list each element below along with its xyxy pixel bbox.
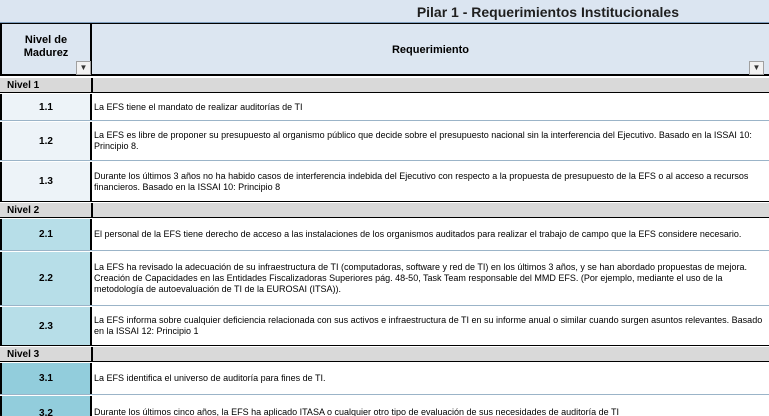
level-number: 2.3 [0,307,92,345]
level-number: 1.2 [0,122,92,160]
level-label: Nivel 2 [7,205,40,216]
table-row[interactable] [0,219,769,251]
table-row[interactable] [0,122,769,161]
table-row[interactable] [0,363,769,395]
level-label: Nivel 1 [7,80,40,91]
table-row[interactable] [0,307,769,346]
level-label: Nivel 3 [7,349,40,360]
sheet-title: Pilar 1 - Requerimientos Institucionales [416,4,679,20]
table-row[interactable] [0,94,769,121]
level-number: 3.1 [0,363,92,394]
level-row [0,347,769,362]
level-row [0,78,769,93]
requirement-text: Durante los últimos 3 años no ha habido casos de interferencia indebida del Ejecutivo con respecto a la propuesta de presupuesto de la EFS o al acceso a recursos financieros. Basado en la ISSAI 10: Principio 8 [94,170,749,192]
table-row[interactable] [0,252,769,306]
requirement-text: La EFS informa sobre cualquier deficiencia relacionada con sus activos e infraestructura de TI en su informe anual o similar cuando surgen asuntos relevantes. Basado en la ISSAI 12: Principio 1 [94,315,763,336]
filter-dropdown-icon[interactable]: ▼ [749,61,764,75]
requirement-text: La EFS identifica el universo de auditoría para fines de TI. [94,373,326,383]
header-level-label: Nivel de Madurez [23,34,69,59]
requirement-text: La EFS ha revisado la adecuación de su infraestructura de TI (computadoras, software y red de TI) en los últimos 3 años, y se han abordado propuestas de mejora. Creación de Capacidades en las Entidades Fiscalizadoras Superiores pág. 48-50, Task Team responsable del MMD EFS. (Por ejemplo, mediante el uso de la metodología de autoevaluación de TI de la EUROSAI (ITSA)). [94,262,748,294]
header-requirement-label: Requerimiento [391,44,469,56]
level-number: 2.1 [0,219,92,250]
title-bar [0,0,769,23]
header-level [0,23,92,76]
requirement-text: Durante los últimos cinco años, la EFS ha aplicado ITASA o cualquier otro tipo de evaluación de sus necesidades de auditoría de TI [94,407,619,416]
level-number: 1.1 [0,94,92,120]
level-number: 3.2 [0,396,92,416]
level-number: 1.3 [0,162,92,201]
requirement-text: La EFS tiene el mandato de realizar auditorías de TI [94,101,303,112]
level-number: 2.2 [0,252,92,305]
table-row[interactable] [0,162,769,202]
table-row[interactable] [0,396,769,416]
filter-dropdown-icon[interactable]: ▼ [76,61,91,75]
requirement-text: La EFS es libre de proponer su presupuesto al organismo público que decide sobre el presupuesto nacional sin la interferencia del Ejecutivo. Basado en la ISSAI 10: Principio 8. [94,130,752,151]
requirement-text: El personal de la EFS tiene derecho de acceso a las instalaciones de los organismos auditados para realizar el trabajo de campo que la EFS considere necesario. [94,229,742,239]
level-row [0,203,769,218]
header-requirement [92,23,769,76]
